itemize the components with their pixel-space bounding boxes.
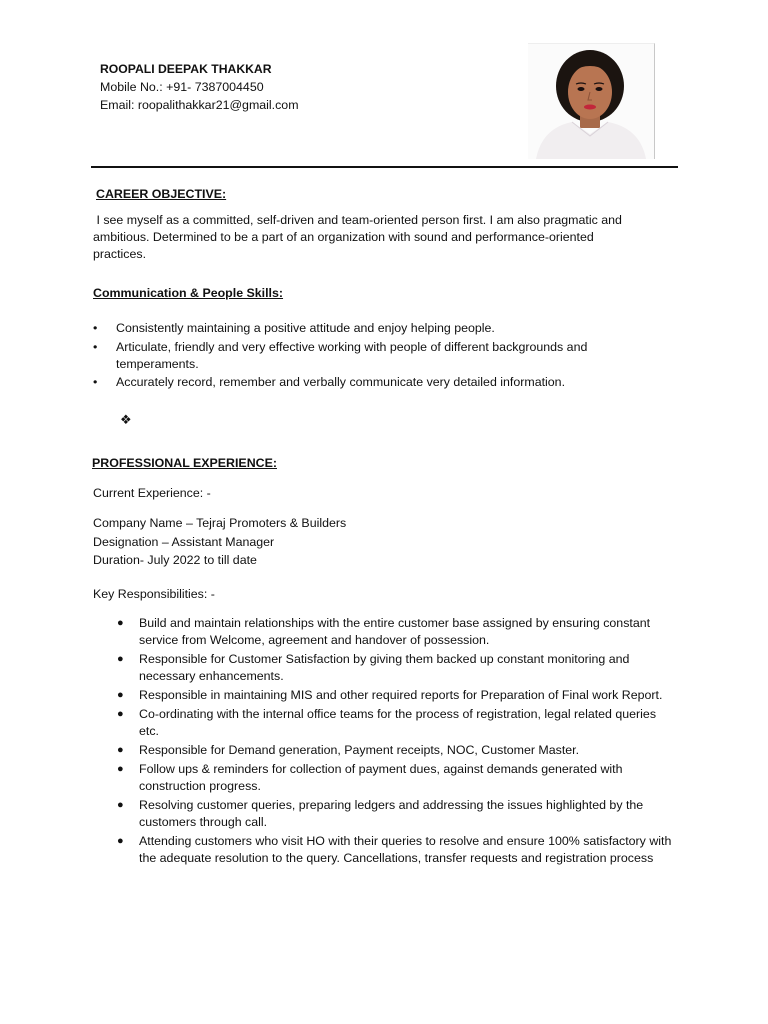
current-experience-label: Current Experience: -: [93, 486, 211, 500]
list-item: [115, 615, 675, 649]
list-item-text: Attending customers who visit HO with their queries to resolve and ensure 100% satisfactory with the adequate resolution to the query. Cancellations, transfer requests and registration process: [139, 834, 672, 865]
career-line: practices.: [93, 247, 147, 261]
bullet-icon: ●: [117, 617, 124, 629]
bullet-icon: ●: [117, 835, 124, 847]
job-details: [93, 514, 346, 570]
list-item-text: Consistently maintaining a positive attitude and enjoy helping people.: [116, 321, 495, 335]
responsibilities-list: [115, 615, 675, 869]
portrait-illustration: [528, 44, 654, 159]
candidate-name: ROOPALI DEEPAK THAKKAR: [100, 62, 272, 76]
communication-skills-heading: Communication & People Skills:: [93, 286, 284, 300]
designation: Designation – Assistant Manager: [93, 534, 275, 549]
professional-experience-heading: PROFESSIONAL EXPERIENCE:: [92, 456, 277, 470]
list-item: [115, 833, 675, 867]
list-item-text: Follow ups & reminders for collection of payment dues, against demands generated with construction progress.: [139, 762, 623, 793]
bullet-icon: ●: [117, 708, 124, 720]
company-name: Company Name – Tejraj Promoters & Builders: [93, 516, 347, 530]
career-objective-heading: CAREER OBJECTIVE:: [96, 187, 227, 201]
list-item-text: Accurately record, remember and verbally communicate very detailed information.: [116, 375, 566, 389]
list-item-text: Co-ordinating with the internal office teams for the process of registration, legal related queries etc.: [139, 707, 657, 738]
career-line: ambitious. Determined to be a part of an organization with sound and performance-oriented: [93, 230, 594, 244]
career-line: I see myself as a committed, self-driven and team-oriented person first. I am also pragmatic and: [93, 213, 622, 227]
communication-skills-list: [93, 320, 653, 393]
bullet-icon: ●: [117, 744, 124, 756]
diamond-ornament-icon: ❖: [120, 412, 132, 427]
list-item: [93, 339, 653, 373]
list-item: [115, 651, 675, 685]
list-item: [115, 742, 675, 759]
list-item: [115, 797, 675, 831]
list-item: [93, 320, 653, 337]
bullet-icon: ●: [117, 653, 124, 665]
bullet-icon: ●: [117, 689, 124, 701]
list-item: [115, 687, 675, 704]
header-divider: [91, 166, 678, 168]
career-objective-text: [93, 212, 673, 263]
bullet-icon: •: [93, 321, 98, 335]
bullet-icon: •: [93, 375, 98, 389]
key-responsibilities-label: Key Responsibilities: -: [93, 587, 215, 601]
list-item-text: Responsible in maintaining MIS and other required reports for Preparation of Final work Report.: [139, 688, 663, 702]
list-item-text: Resolving customer queries, preparing ledgers and addressing the issues highlighted by the customers through call.: [139, 798, 644, 829]
bullet-icon: ●: [117, 763, 124, 775]
list-item-text: Articulate, friendly and very effective working with people of different backgrounds and temperaments.: [116, 339, 588, 371]
list-item-text: Responsible for Demand generation, Payment receipts, NOC, Customer Master.: [139, 743, 580, 757]
email-address: Email: roopalithakkar21@gmail.com: [100, 97, 299, 112]
bullet-icon: •: [93, 339, 98, 354]
list-item: [115, 706, 675, 740]
list-item: [93, 374, 653, 391]
bullet-icon: ●: [117, 799, 124, 811]
contact-block: [100, 79, 299, 114]
mobile-number: Mobile No.: +91- 7387004450: [100, 80, 264, 94]
duration: Duration- July 2022 to till date: [93, 553, 257, 567]
list-item-text: Build and maintain relationships with the entire customer base assigned by ensuring constant service from Welcome, agreement and handover of possession.: [139, 616, 651, 647]
list-item-text: Responsible for Customer Satisfaction by giving them backed up constant monitoring and necessary enhancements.: [139, 652, 630, 683]
list-item: [115, 761, 675, 795]
profile-photo: [528, 43, 655, 159]
